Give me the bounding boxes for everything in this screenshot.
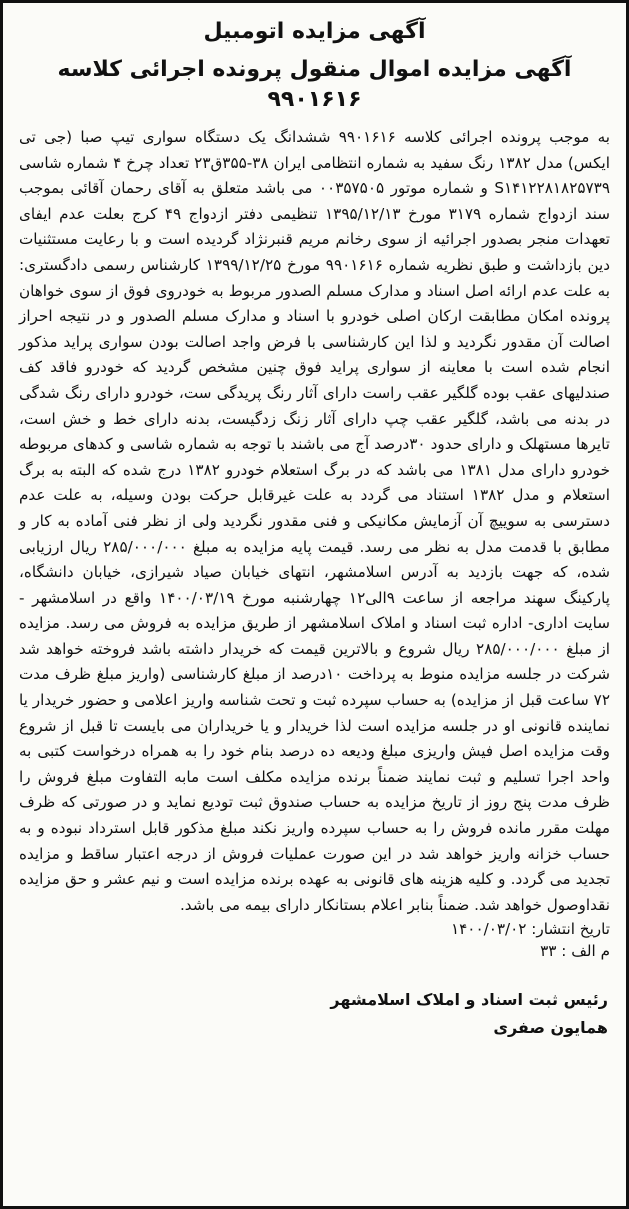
signature-name: همایون صفری bbox=[493, 1018, 608, 1038]
notice-subtitle: آگهی مزایده اموال منقول پرونده اجرائی کلاسه ۹۹۰۱۶۱۶ bbox=[57, 57, 572, 112]
notice-body: به موجب پرونده اجرائی کلاسه ۹۹۰۱۶۱۶ ششدانگ یک دستگاه سواری تیپ صبا (جی تی ایکس) مدل ۱۳۸۲ رنگ سفید به شماره انتظامی ایران ۳۸-۳۵۵ق۲۳ تعداد چرخ ۴ شماره شاسی S۱۴۱۲۲۸۱۸۲۵۷۳۹ و شماره موتور ۰۰۳۵۷۵۰۵ می باشد متعلق به آقای رحمان آقائی بموجب سند ازدواج شماره ۳۱۷۹ مورخ ۱۳۹۵/۱۲/۱۳ تنظیمی دفتر ازدواج ۴۹ کرج بعلت عدم ایفای تعهدات منجر بصدور اجرائیه از سوی رخانم مریم قنبرنژاد گردیده است و با رعایت مستثنیات دین بازداشت و طبق نظریه شماره ۹۹۰۱۶۱۶ مورخ ۱۳۹۹/۱۲/۲۵ کارشناس رسمی دادگستری: به علت عدم ارائه اصل اسناد و مدارک مسلم الصدور مربوط به خودروی فوق از سوی خواهان پرونده امکان مطابقت ارکان اصلی خودرو با اسناد و مدارک مسلم الصدور و در نتیجه احراز اصالت آن مقدور نگردید و لذا این کارشناسی با فرض واجد اصالت بودن سواری پراید مذکور انجام شده است با معاینه از سواری پراید فوق چنین مشخص گردید که خودرو فاقد کف صندلیهای عقب بوده گلگیر عقب راست دارای آثار رنگ پریدگی ست، خودرو دارای رنگ شدگی در بدنه می باشد، گلگیر عقب چپ دارای آثار زنگ زدگیست، بدنه دارای خط و خش است، تایرها مستهلک و دارای حدود ۳۰درصد آج می باشند با توجه به شماره شاسی و کدهای مربوطه خودرو دارای مدل ۱۳۸۱ می باشد که در برگ استعلام خودرو ۱۳۸۲ درج شده که البته به برگ استعلام و مدل ۱۳۸۲ استناد می گردد به علت غیرقابل حرکت بودن وسیله، به علت عدم دسترسی به سوییچ آن آزمایش مکانیکی و فنی مقدور نگردید ولی از نظر فنی آماده به کار و مطابق با قدمت مدل به نظر می رسد. قیمت پایه مزایده به مبلغ ۲۸۵/۰۰۰/۰۰۰ ریال ارزیابی شده، که جهت بازدید به آدرس اسلامشهر، انتهای خیابان صیاد شیرازی، خیابان دانشگاه، پارکینگ سهند مراجعه از ساعت ۹الی۱۲ چهارشنبه مورخ ۱۴۰۰/۰۳/۱۹ واقع در اسلامشهر - سایت اداری- اداره ثبت اسناد و املاک اسلامشهر از طریق مزایده به فروش می رسد. مزایده از مبلغ ۲۸۵/۰۰۰/۰۰۰ ریال شروع و بالاترین قیمت که خریدار داشته باشد فروخته خواهد شد شرکت در جلسه مزایده منوط به پرداخت ۱۰درصد از مبلغ کارشناسی (واریز مبلغ ظرف مدت ۷۲ ساعت قبل از مزایده) به حساب سپرده ثبت و تحت شناسه واریز اعلامی و حضور خریدار یا نماینده قانونی او در جلسه مزایده است لذا خریدار و یا خریداران می بایست تا قبل از شروع وقت مزایده اصل فیش واریزی مبلغ ودیعه ده درصد بنام خود را به همراه درخواست کتبی به واحد اجرا تسلیم و ثبت نمایند ضمناً برنده مزایده مکلف است مابه التفاوت مبلغ فروش را ظرف مدت پنج روز از تاریخ مزایده به حساب صندوق ثبت تودیع نماید و در صورتی که ظرف مهلت مقرر مانده فروش را به حساب سپرده واریز نکند مبلغ مذکور قابل استرداد نبوده و به حساب خزانه واریز خواهد شد در این صورت عملیات فروش از درجه اعتبار ساقط و مزایده تجدید می گردد. و کلیه هزینه های قانونی به عهده برنده مزایده است و نیم عشر و حق مزایده نقداوصول خواهد شد. ضمناً بنابر اعلام بستانکار دارای بیمه می باشد. bbox=[19, 128, 611, 914]
notice-title: آگهی مزایده اتومبیل bbox=[203, 19, 426, 44]
reference-code: م الف : ۳۳ bbox=[540, 942, 610, 961]
signature-title: رئیس ثبت اسناد و املاک اسلامشهر bbox=[330, 990, 608, 1010]
signature-block bbox=[11, 986, 618, 1042]
publish-date: تاریخ انتشار: ۱۴۰۰/۰۳/۰۲ bbox=[450, 920, 610, 939]
